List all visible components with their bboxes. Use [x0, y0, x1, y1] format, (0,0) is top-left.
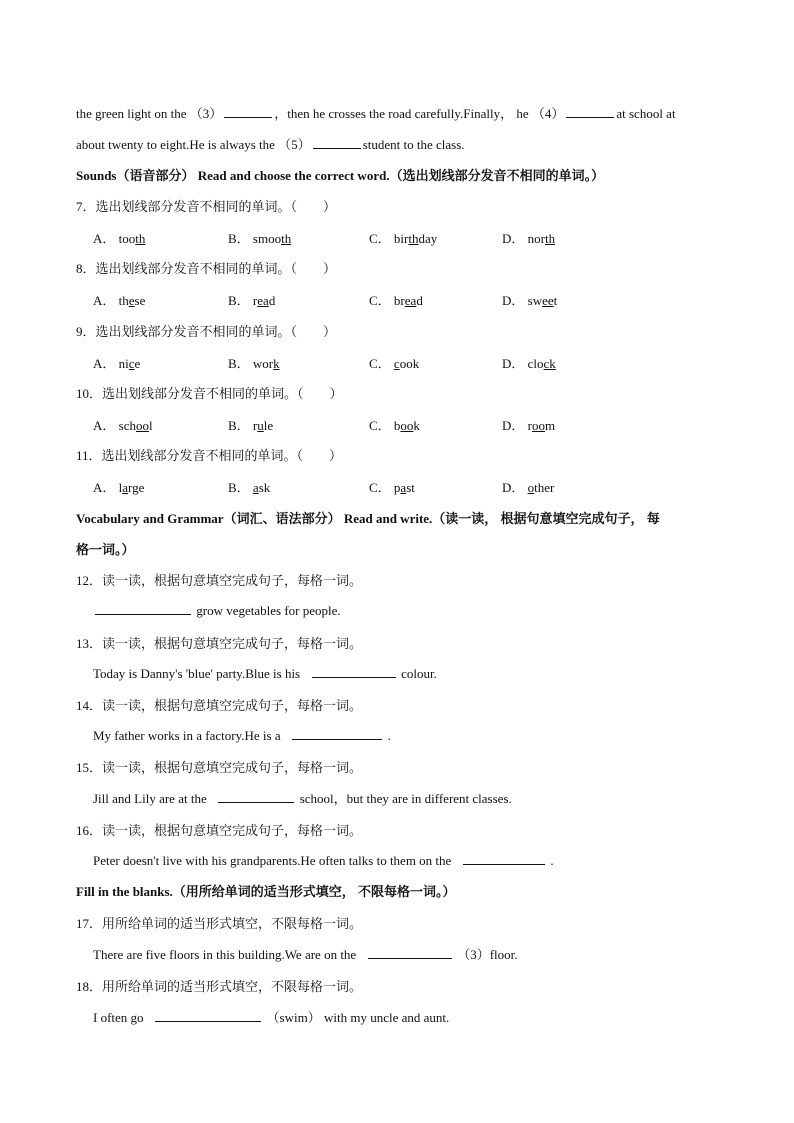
- answer-blank[interactable]: [155, 1008, 261, 1022]
- word-part: m: [544, 418, 556, 433]
- answer-option[interactable]: [502, 477, 554, 496]
- word-part: r: [252, 293, 258, 308]
- answer-option[interactable]: [93, 290, 145, 309]
- underlined-letters: th: [135, 231, 146, 246]
- underlined-letters: o: [527, 480, 535, 495]
- word-part: rge: [128, 480, 145, 495]
- word-part: se: [134, 293, 146, 308]
- option-letter: B．: [228, 356, 253, 371]
- word-part: nor: [527, 231, 545, 246]
- blank-4[interactable]: [566, 104, 614, 118]
- answer-option[interactable]: [228, 228, 291, 247]
- question-sentence: [93, 944, 518, 963]
- sentence-text: .: [384, 728, 391, 743]
- underlined-letters: ea: [257, 293, 269, 308]
- question-prompt: 7．选出划线部分发音不相同的单词。（ ）: [76, 199, 337, 214]
- answer-option[interactable]: [228, 477, 270, 496]
- option-letter: D．: [502, 356, 528, 371]
- answer-option[interactable]: [369, 415, 420, 434]
- underlined-letters: a: [400, 480, 407, 495]
- passage-line-1: [76, 103, 676, 122]
- answer-option[interactable]: [93, 228, 145, 247]
- option-letter: D．: [502, 293, 528, 308]
- underlined-letters: a: [122, 480, 129, 495]
- word-part: smoo: [252, 231, 282, 246]
- answer-option[interactable]: [228, 353, 280, 372]
- question-prompt: 13．读一读，根据句意填空完成句子，每格一词。: [76, 636, 363, 651]
- answer-option[interactable]: [93, 415, 153, 434]
- section-heading-fill: Fill in the blanks.（用所给单词的适当形式填空， 不限每格一词。）: [76, 884, 456, 899]
- word-part: d: [416, 293, 423, 308]
- passage-text: about twenty to eight.He is always the （5）: [76, 137, 311, 152]
- sentence-text: Jill and Lily are at the: [93, 791, 217, 806]
- word-part: r: [252, 418, 258, 433]
- option-letter: A．: [93, 293, 119, 308]
- word-part: wor: [252, 356, 274, 371]
- option-letter: A．: [93, 356, 119, 371]
- answer-option[interactable]: [502, 228, 555, 247]
- word-part: sw: [527, 293, 543, 308]
- option-letter: C．: [369, 418, 394, 433]
- word-part: d: [268, 293, 276, 308]
- answer-option[interactable]: [228, 415, 273, 434]
- underlined-letters: oo: [531, 418, 545, 433]
- question-prompt: 17．用所给单词的适当形式填空，不限每格一词。: [76, 916, 363, 931]
- underlined-letters: a: [252, 480, 259, 495]
- answer-option[interactable]: [228, 290, 275, 309]
- underlined-letters: c: [393, 356, 400, 371]
- answer-blank[interactable]: [368, 945, 452, 959]
- option-letter: D．: [502, 418, 528, 433]
- passage-text: ，then he crosses the road carefully.Finally， he （4）: [274, 106, 565, 121]
- passage-line-2: [76, 134, 465, 153]
- option-letter: B．: [228, 418, 253, 433]
- word-part: st: [406, 480, 415, 495]
- word-part: e: [134, 356, 141, 371]
- sentence-text: school，but they are in different classes.: [296, 791, 512, 806]
- underlined-letters: oo: [135, 418, 149, 433]
- sentence-text: There are five floors in this building.We are on the: [93, 947, 366, 962]
- question-prompt: 11．选出划线部分发音不相同的单词。（ ）: [76, 448, 343, 463]
- underlined-letters: u: [257, 418, 264, 433]
- passage-text: student to the class.: [362, 137, 465, 152]
- underlined-letters: ck: [543, 356, 556, 371]
- sentence-text: My father works in a factory.He is a: [93, 728, 291, 743]
- word-part: clo: [527, 356, 544, 371]
- question-sentence: [93, 851, 554, 869]
- underlined-letters: ee: [542, 293, 554, 308]
- underlined-letters: k: [273, 356, 280, 371]
- option-letter: A．: [93, 418, 119, 433]
- underlined-letters: ea: [404, 293, 417, 308]
- sentence-text: （3）floor.: [453, 947, 518, 962]
- question-sentence: [93, 601, 341, 619]
- word-part: day: [418, 231, 438, 246]
- underlined-letters: e: [128, 293, 135, 308]
- word-part: sk: [258, 480, 271, 495]
- question-prompt: 12．读一读，根据句意填空完成句子，每格一词。: [76, 573, 363, 588]
- underlined-letters: th: [544, 231, 556, 246]
- question-prompt: 9．选出划线部分发音不相同的单词。（ ）: [76, 324, 337, 339]
- question-prompt: 15．读一读，根据句意填空完成句子，每格一词。: [76, 760, 363, 775]
- word-part: p: [393, 480, 401, 495]
- option-letter: A．: [93, 231, 119, 246]
- question-prompt: 16．读一读，根据句意填空完成句子，每格一词。: [76, 823, 363, 838]
- option-letter: B．: [228, 231, 253, 246]
- option-letter: C．: [369, 356, 394, 371]
- option-letter: C．: [369, 231, 394, 246]
- option-letter: B．: [228, 480, 253, 495]
- underlined-letters: th: [408, 231, 419, 246]
- word-part: sch: [118, 418, 136, 433]
- section-heading-vocab: Vocabulary and Grammar（词汇、语法部分） Read and write.（读一读， 根据句意填空完成句子， 每: [76, 511, 660, 526]
- word-part: ni: [118, 356, 129, 371]
- sentence-text: Today is Danny's 'blue' party.Blue is his: [93, 666, 310, 681]
- answer-option[interactable]: [502, 290, 557, 309]
- blank-5[interactable]: [313, 135, 361, 149]
- answer-blank[interactable]: [95, 601, 191, 615]
- underlined-letters: oo: [400, 418, 414, 433]
- option-letter: C．: [369, 480, 394, 495]
- word-part: t: [553, 293, 558, 308]
- section-heading-sounds: Sounds（语音部分） Read and choose the correct word.（选出划线部分发音不相同的单词。）: [76, 168, 605, 183]
- option-letter: D．: [502, 480, 528, 495]
- question-sentence: [93, 726, 391, 744]
- option-letter: A．: [93, 480, 119, 495]
- option-letter: C．: [369, 293, 394, 308]
- sentence-text: grow vegetables for people.: [193, 603, 341, 618]
- answer-option[interactable]: [369, 290, 423, 309]
- question-prompt: 18．用所给单词的适当形式填空，不限每格一词。: [76, 979, 363, 994]
- blank-3[interactable]: [224, 104, 272, 118]
- word-part: ook: [399, 356, 420, 371]
- answer-option[interactable]: [369, 477, 415, 496]
- word-part: b: [393, 418, 401, 433]
- word-part: l: [118, 480, 123, 495]
- question-prompt: 8．选出划线部分发音不相同的单词。（ ）: [76, 261, 337, 276]
- section-heading-vocab-cont: 格一词。）: [76, 542, 135, 557]
- question-sentence: [93, 788, 512, 807]
- word-part: l: [148, 418, 153, 433]
- passage-text: the green light on the （3）: [76, 106, 223, 121]
- underlined-letters: c: [128, 356, 135, 371]
- word-part: ther: [534, 480, 555, 495]
- word-part: th: [118, 293, 129, 308]
- question-prompt: 10．选出划线部分发音不相同的单词。（ ）: [76, 386, 343, 401]
- word-part: bir: [393, 231, 409, 246]
- sentence-text: （swim） with my uncle and aunt.: [263, 1010, 450, 1025]
- answer-blank[interactable]: [312, 664, 396, 678]
- word-part: too: [118, 231, 136, 246]
- option-letter: D．: [502, 231, 528, 246]
- underlined-letters: th: [281, 231, 292, 246]
- question-prompt: 14．读一读，根据句意填空完成句子，每格一词。: [76, 698, 363, 713]
- word-part: le: [263, 418, 274, 433]
- answer-blank[interactable]: [292, 726, 382, 740]
- word-part: r: [527, 418, 532, 433]
- sentence-text: I often go: [93, 1010, 154, 1025]
- passage-text: at school at: [616, 106, 676, 121]
- answer-blank[interactable]: [218, 789, 294, 803]
- answer-blank[interactable]: [463, 851, 545, 865]
- answer-option[interactable]: [93, 477, 144, 496]
- answer-option[interactable]: [369, 228, 437, 247]
- word-part: k: [413, 418, 420, 433]
- question-sentence: [93, 1007, 449, 1026]
- word-part: br: [393, 293, 405, 308]
- option-letter: B．: [228, 293, 253, 308]
- sentence-text: Peter doesn't live with his grandparents.He often talks to them on the: [93, 853, 462, 868]
- answer-option[interactable]: [502, 353, 556, 372]
- sentence-text: .: [547, 853, 554, 868]
- answer-option[interactable]: [93, 353, 140, 372]
- answer-option[interactable]: [369, 353, 419, 372]
- sentence-text: colour.: [397, 666, 437, 681]
- question-sentence: [93, 664, 437, 682]
- answer-option[interactable]: [502, 415, 555, 434]
